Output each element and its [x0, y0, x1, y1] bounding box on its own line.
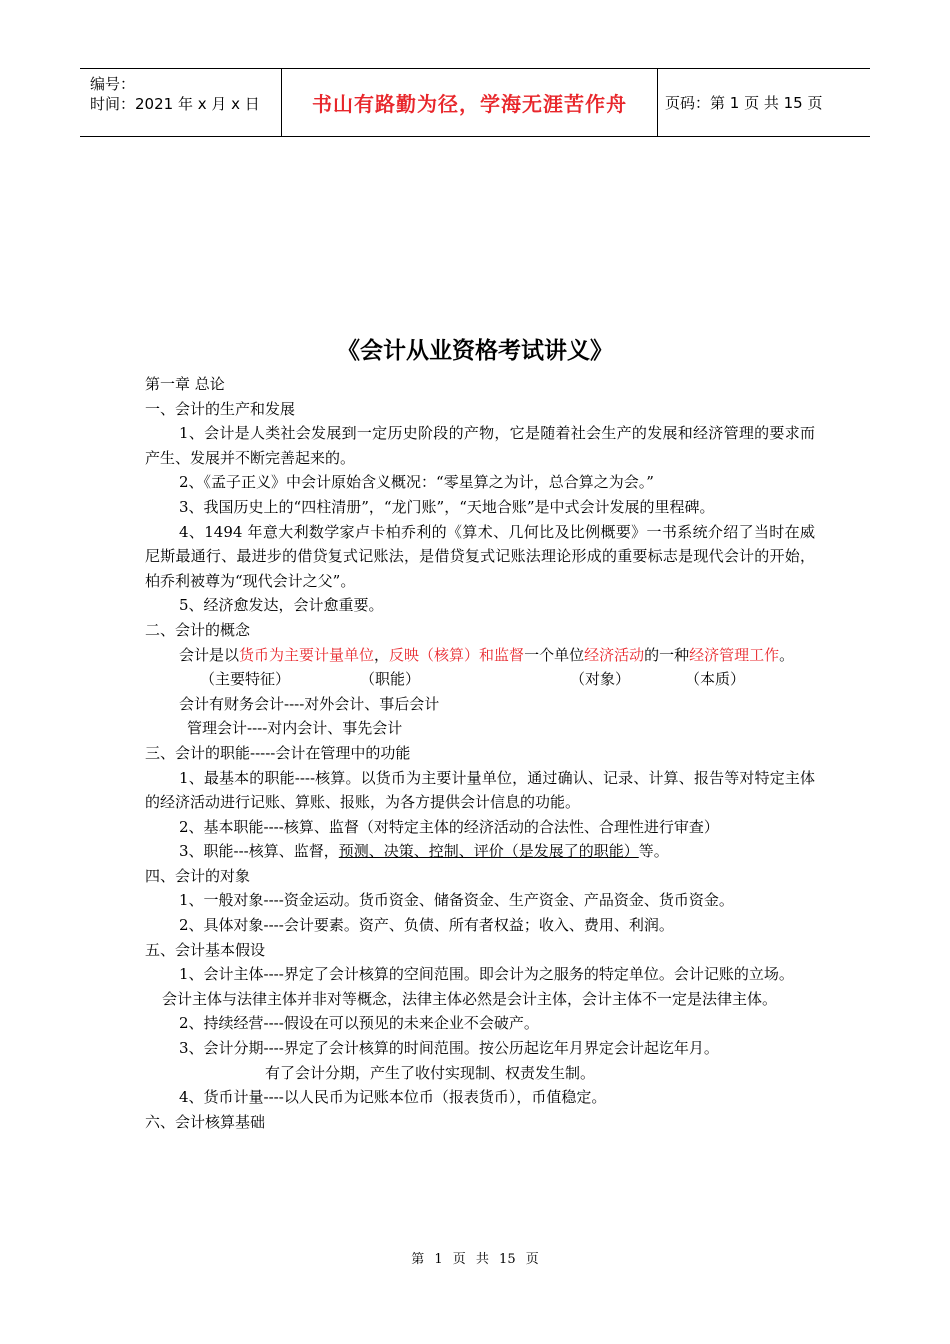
label-main-feature: （主要特征）: [200, 670, 291, 689]
section-heading: 六、会计核算基础: [145, 1112, 266, 1131]
header-motto: 书山有路勤为径，学海无涯苦作舟: [281, 69, 658, 136]
underlined-text: 预测、决策、控制、评价（是发展了的职能）: [338, 842, 639, 861]
paragraph: 2、具体对象----会计要素。资产、负债、所有者权益；收入、费用、利润。: [179, 916, 674, 935]
paragraph: 管理会计----对内会计、事先会计: [187, 719, 403, 738]
paragraph: 4、1494 年意大利数学家卢卡柏乔利的《算术、几何比及比例概要》一书系统介绍了当时在威尼斯最通行、最进步的借贷复式记账法，是借贷复式记账法理论形成的重要标志是现代会计的开始，柏乔利被尊为“现代会计之父”。: [145, 522, 815, 590]
definition-labels: [145, 667, 815, 692]
chapter-heading: 第一章 总论: [145, 375, 225, 393]
definition-highlight: 货币为主要计量单位: [239, 645, 375, 664]
accounting-definition: [145, 643, 815, 668]
paragraph-text: 等。: [638, 842, 669, 861]
time-label: 时间：2021 年 x 月 x 日: [90, 95, 260, 113]
definition-text: 的一种: [644, 645, 690, 664]
section-heading: 三、会计的职能-----会计在管理中的功能: [145, 743, 411, 762]
paragraph-text: 3、职能---核算、监督，: [179, 842, 339, 861]
definition-text: ，: [374, 645, 390, 664]
paragraph: 3、我国历史上的“四柱清册”，“龙门账”，“天地合账”是中式会计发展的里程碑。: [179, 497, 715, 516]
header-page-info: 页码：第 1 页 共 15 页: [665, 94, 823, 112]
header-meta: [80, 69, 280, 136]
section-heading: 二、会计的概念: [145, 620, 251, 639]
paragraph: 5、经济愈发达，会计愈重要。: [179, 596, 384, 615]
paragraph: 2、持续经营----假设在可以预见的未来企业不会破产。: [179, 1014, 539, 1033]
paragraph: 3、会计分期----界定了会计核算的时间范围。按公历起讫年月界定会计起讫年月。: [179, 1039, 719, 1058]
paragraph: 1、会计主体----界定了会计核算的空间范围。即会计为之服务的特定单位。会计记账的立场。: [179, 965, 794, 984]
definition-text: 一个单位: [524, 645, 585, 664]
paragraph: 2、《孟子正义》中会计原始含义概况：“零星算之为计，总合算之为会。”: [179, 473, 654, 492]
paragraph: [145, 839, 815, 864]
label-object: （对象）: [570, 670, 631, 689]
section-heading: 一、会计的生产和发展: [145, 399, 296, 418]
definition-text: 。: [779, 645, 795, 664]
document-title: 《会计从业资格考试讲义》: [337, 337, 613, 364]
paragraph: 2、基本职能----核算、监督（对特定主体的经济活动的合法性、合理性进行审查）: [179, 817, 719, 836]
definition-highlight: 反映（核算）和监督: [389, 645, 525, 664]
page-header: [80, 68, 870, 137]
definition-text: 会计是以: [179, 645, 240, 664]
label-function: （职能）: [360, 670, 421, 689]
paragraph: 会计主体与法律主体并非对等概念，法律主体必然是会计主体，会计主体不一定是法律主体。: [162, 989, 778, 1008]
document-body: [145, 372, 815, 1134]
paragraph: 1、会计是人类社会发展到一定历史阶段的产物，它是随着社会生产的发展和经济管理的要求而产生、发展并不断完善起来的。: [145, 424, 815, 467]
definition-highlight: 经济管理工作: [689, 645, 780, 664]
label-essence: （本质）: [685, 670, 746, 689]
number-label: 编号：: [90, 75, 136, 93]
section-heading: 四、会计的对象: [145, 866, 251, 885]
definition-highlight: 经济活动: [584, 645, 645, 664]
paragraph: 1、一般对象----资金运动。货币资金、储备资金、生产资金、产品资金、货币资金。: [179, 891, 734, 910]
section-heading: 五、会计基本假设: [145, 940, 266, 959]
page-footer: 第 1 页 共 15 页: [411, 1252, 539, 1267]
paragraph: 有了会计分期，产生了收付实现制、权责发生制。: [265, 1063, 596, 1082]
paragraph: 1、最基本的职能----核算。以货币为主要计量单位，通过确认、记录、计算、报告等对特定主体的经济活动进行记账、算账、报账，为各方提供会计信息的功能。: [145, 768, 815, 812]
paragraph: 会计有财务会计----对外会计、事后会计: [179, 694, 440, 713]
paragraph: 4、货币计量----以人民币为记账本位币（报表货币），币值稳定。: [179, 1088, 607, 1107]
